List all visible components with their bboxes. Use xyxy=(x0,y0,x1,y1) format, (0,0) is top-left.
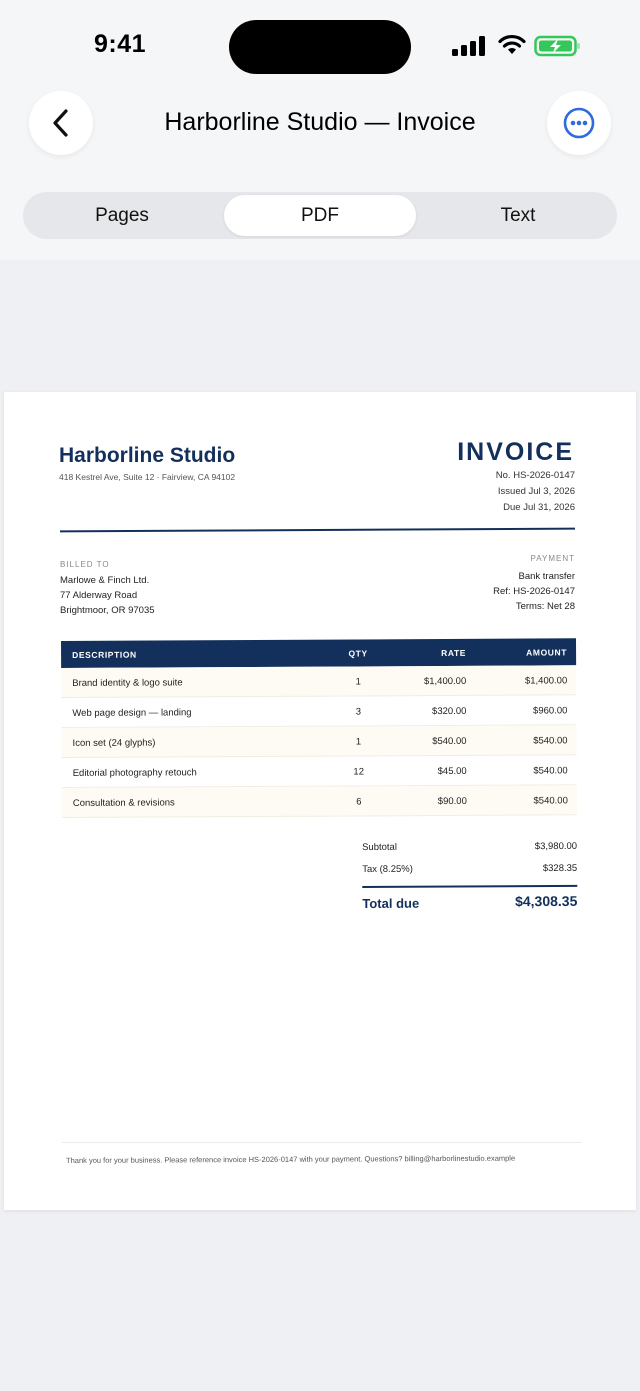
line-items-table xyxy=(61,638,577,818)
total-due-label: Total due xyxy=(362,895,420,911)
item-rate: $320.00 xyxy=(432,705,467,718)
item-description: Consultation & revisions xyxy=(72,797,175,809)
footer-divider xyxy=(62,1142,582,1143)
view-mode-segmented-control xyxy=(23,192,617,239)
item-description: Editorial photography retouch xyxy=(72,767,197,779)
table-row xyxy=(62,755,577,788)
item-description: Icon set (24 glyphs) xyxy=(72,737,156,749)
totals-block xyxy=(362,835,577,916)
payment-line: Ref: HS-2026-0147 xyxy=(493,586,575,597)
subtotal-value: $3,980.00 xyxy=(534,840,578,853)
cellular-signal-icon xyxy=(452,36,486,56)
item-amount: $540.00 xyxy=(533,765,568,777)
billed-to-line: Brightmoor, OR 97035 xyxy=(60,605,155,616)
item-amount: $960.00 xyxy=(533,705,568,717)
tax-label: Tax (8.25%) xyxy=(362,863,413,875)
item-qty: 1 xyxy=(355,676,361,688)
subtotal-row xyxy=(362,835,577,858)
payment-label: PAYMENT xyxy=(530,554,575,563)
payment-line: Bank transfer xyxy=(518,571,575,582)
item-amount: $540.00 xyxy=(533,735,568,747)
page-title: Harborline Studio — Invoice xyxy=(164,108,476,136)
billed-to-line: Marlowe & Finch Ltd. xyxy=(60,575,150,586)
table-row xyxy=(61,725,576,758)
table-row xyxy=(61,695,576,728)
battery-charging-icon xyxy=(534,34,582,58)
item-amount: $540.00 xyxy=(533,795,568,807)
payment-line: Terms: Net 28 xyxy=(515,601,575,612)
header-divider xyxy=(60,528,575,533)
column-header-qty: QTY xyxy=(348,648,368,659)
pdf-page[interactable] xyxy=(4,392,636,1210)
table-row xyxy=(61,665,576,698)
tab-pdf[interactable]: PDF xyxy=(224,195,416,236)
item-qty: 12 xyxy=(353,766,364,778)
status-time: 9:41 xyxy=(94,30,147,58)
invoice-issued-date: Issued Jul 3, 2026 xyxy=(497,486,575,497)
company-name: Harborline Studio xyxy=(59,444,236,467)
item-rate: $90.00 xyxy=(437,795,467,808)
invoice-number: No. HS-2026-0147 xyxy=(495,470,575,481)
table-header xyxy=(61,638,576,668)
tax-value: $328.35 xyxy=(542,862,578,875)
item-amount: $1,400.00 xyxy=(524,675,568,687)
invoice-due-date: Due Jul 31, 2026 xyxy=(503,502,575,513)
column-header-rate: RATE xyxy=(441,647,467,659)
column-header-amount: AMOUNT xyxy=(526,647,568,658)
item-description: Brand identity & logo suite xyxy=(72,677,183,689)
item-description: Web page design — landing xyxy=(72,707,192,719)
total-due-row xyxy=(362,887,577,916)
billed-to-label: BILLED TO xyxy=(60,560,110,569)
tab-pages[interactable]: Pages xyxy=(95,204,149,226)
item-rate: $1,400.00 xyxy=(423,675,467,688)
item-rate: $45.00 xyxy=(437,765,467,778)
dynamic-island xyxy=(229,20,411,74)
item-qty: 3 xyxy=(355,706,362,718)
invoice-title: INVOICE xyxy=(457,438,574,466)
company-address: 418 Kestrel Ave, Suite 12 · Fairview, CA 94102 xyxy=(59,472,236,482)
item-qty: 6 xyxy=(356,796,362,808)
footer-note: Thank you for your business. Please reference invoice HS-2026-0147 with your payment. Questions? billing@harborlinestudio.example xyxy=(66,1153,516,1165)
item-qty: 1 xyxy=(355,736,362,748)
more-options-button[interactable] xyxy=(547,91,611,155)
table-row xyxy=(62,785,577,818)
more-ellipsis-icon xyxy=(562,106,596,140)
wifi-icon xyxy=(498,34,526,56)
item-rate: $540.00 xyxy=(432,735,467,748)
tab-text[interactable]: Text xyxy=(500,204,536,226)
tax-row xyxy=(362,857,577,880)
total-due-value: $4,308.35 xyxy=(515,892,578,910)
column-header-description: DESCRIPTION xyxy=(72,649,137,660)
subtotal-label: Subtotal xyxy=(362,841,397,853)
billed-to-line: 77 Alderway Road xyxy=(60,590,138,601)
